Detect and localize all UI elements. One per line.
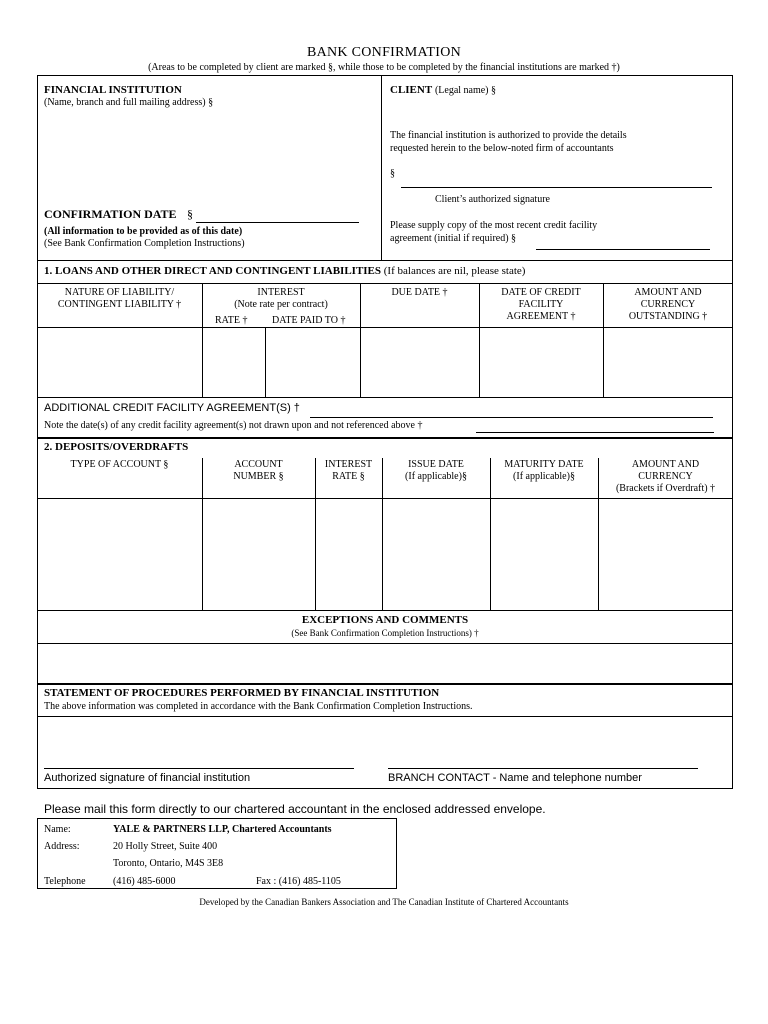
accountant-address-line1: 20 Holly Street, Suite 400 [113,841,218,852]
branch-contact-field[interactable] [388,768,698,769]
deposits-col-maturity-line1: MATURITY DATE [504,459,584,470]
loans-header-top-line [37,283,733,284]
deposits-col-issue-line2: (If applicable)§ [405,471,467,482]
financial-institution-address-field[interactable] [44,112,374,202]
deposits-col-issue [382,459,490,483]
loans-col-interest-label: INTEREST [257,287,305,298]
deposits-col-amount [598,459,733,495]
loans-col-amount-line2: CURRENCY [640,299,696,310]
authorized-signature-field[interactable] [44,768,354,769]
loans-col-nature [37,287,202,311]
statement-text: The above information was completed in accordance with the Bank Confirmation Completion Instructions. [44,701,473,712]
exceptions-comments-field[interactable] [38,644,732,682]
confirmation-date-label: CONFIRMATION DATE [44,207,177,221]
loans-col-interest-note: (Note rate per contract) [234,299,328,310]
branch-contact-label: BRANCH CONTACT - Name and telephone number [388,772,642,784]
loans-col-interest [202,287,360,311]
loans-col-credit-date [479,287,603,323]
authorized-signature-label: Authorized signature of financial institution [44,772,251,784]
section1-top-line [37,260,733,261]
authorization-text-1: The financial institution is authorized to provide the details [390,130,627,141]
deposits-heading: 2. DEPOSITS/OVERDRAFTS [44,441,189,453]
loans-table-bottom-line [37,397,733,398]
client-signature-label: Client’s authorized signature [435,194,550,205]
note-dates-field[interactable] [476,432,714,433]
financial-institution-subheading: (Name, branch and full mailing address) § [44,97,214,108]
statement-top-line [37,683,733,685]
deposits-col-interest-line1: INTEREST [324,459,373,470]
page-title: BANK CONFIRMATION [306,45,462,60]
deposits-col-account-line2: NUMBER § [233,471,284,482]
deposits-col-issue-line1: ISSUE DATE [408,459,464,470]
deposits-col-interest-line2: RATE § [332,471,365,482]
deposits-data-row[interactable] [38,499,732,609]
loans-data-row[interactable] [38,328,732,396]
deposits-col-account-line1: ACCOUNT [234,459,283,470]
client-signature-field[interactable] [401,187,712,188]
deposits-col-maturity-line2: (If applicable)§ [513,471,575,482]
deposits-col-type: TYPE OF ACCOUNT § [70,459,169,470]
loans-col-credit-line2: FACILITY [518,299,564,310]
financial-institution-heading: FINANCIAL INSTITUTION [44,84,182,96]
all-info-note: (All information to be provided as of this date) [44,226,243,237]
loans-heading: 1. LOANS AND OTHER DIRECT AND CONTINGENT LIABILITIES [44,265,382,277]
client-name-field[interactable] [390,100,720,124]
confirmation-date-section-mark: § [187,207,193,221]
mail-instruction: Please mail this form directly to our chartered accountant in the enclosed addressed envelope. [44,802,546,816]
additional-credit-field[interactable] [310,417,713,418]
loans-col-amount-line3: OUTSTANDING † [628,311,708,322]
top-divider [381,75,382,260]
authorization-text-2: requested herein to the below-noted firm of accountants [390,143,614,154]
loans-heading-note: (If balances are nil, please state) [383,265,526,277]
deposits-col-amount-line1: AMOUNT AND [631,459,700,470]
loans-col-date-paid: DATE PAID TO † [272,315,346,326]
loans-heading-row [44,265,525,278]
exceptions-heading: EXCEPTIONS AND COMMENTS [301,614,469,626]
deposits-col-maturity [490,459,598,483]
note-dates-label: Note the date(s) of any credit facility agreement(s) not drawn upon and not referenced above † [44,420,423,431]
loans-col-nature-line2: CONTINGENT LIABILITY † [57,299,182,310]
statement-heading: STATEMENT OF PROCEDURES PERFORMED BY FINANCIAL INSTITUTION [44,687,440,699]
exceptions-note: (See Bank Confirmation Completion Instructions) † [291,628,479,638]
client-heading-suffix: (Legal name) § [434,85,497,96]
footer-credit: Developed by the Canadian Bankers Association and The Canadian Institute of Chartered Accountants [199,897,569,907]
confirmation-date-field[interactable] [196,222,359,223]
supply-copy-initial-field[interactable] [536,249,710,250]
client-heading-row [390,84,496,97]
accountant-address-line2: Toronto, Ontario, M4S 3E8 [113,858,224,869]
accountant-name-label: Name: [44,824,71,835]
deposits-col-interest [315,459,382,483]
accountant-fax-value: Fax : (416) 485-1105 [256,876,341,887]
loans-col-amount [603,287,733,323]
loans-col-credit-line1: DATE OF CREDIT [501,287,581,298]
accountant-telephone-value: (416) 485-6000 [113,876,176,887]
instructions-note: (See Bank Confirmation Completion Instructions) [44,238,245,249]
accountant-telephone-label: Telephone [44,876,86,887]
loans-col-due-date: DUE DATE † [391,287,448,298]
section2-top-line [37,437,733,439]
deposits-col-account [202,459,315,483]
additional-credit-label: ADDITIONAL CREDIT FACILITY AGREEMENT(S) † [44,402,300,414]
deposits-col-amount-line2: CURRENCY [638,471,693,482]
statement-mid-line [37,716,733,717]
loans-col-nature-line1: NATURE OF LIABILITY/ [64,287,175,298]
loans-col-amount-line1: AMOUNT AND [634,287,702,298]
exceptions-top-line [37,610,733,611]
supply-copy-text-1: Please supply copy of the most recent credit facility [390,220,598,231]
page-subtitle: (Areas to be completed by client are marked §, while those to be completed by the financial institutions are marked †) [148,62,620,73]
deposits-col-amount-line3: (Brackets if Overdraft) † [615,483,716,494]
loans-col-rate: RATE † [215,315,248,326]
accountant-name-value: YALE & PARTNERS LLP, Chartered Accountants [113,824,332,835]
client-section-mark: § [390,168,395,179]
client-heading: CLIENT [390,84,433,96]
loans-col-credit-line3: AGREEMENT † [506,311,576,322]
supply-copy-text-2: agreement (initial if required) § [390,233,517,244]
accountant-address-label: Address: [44,841,80,852]
